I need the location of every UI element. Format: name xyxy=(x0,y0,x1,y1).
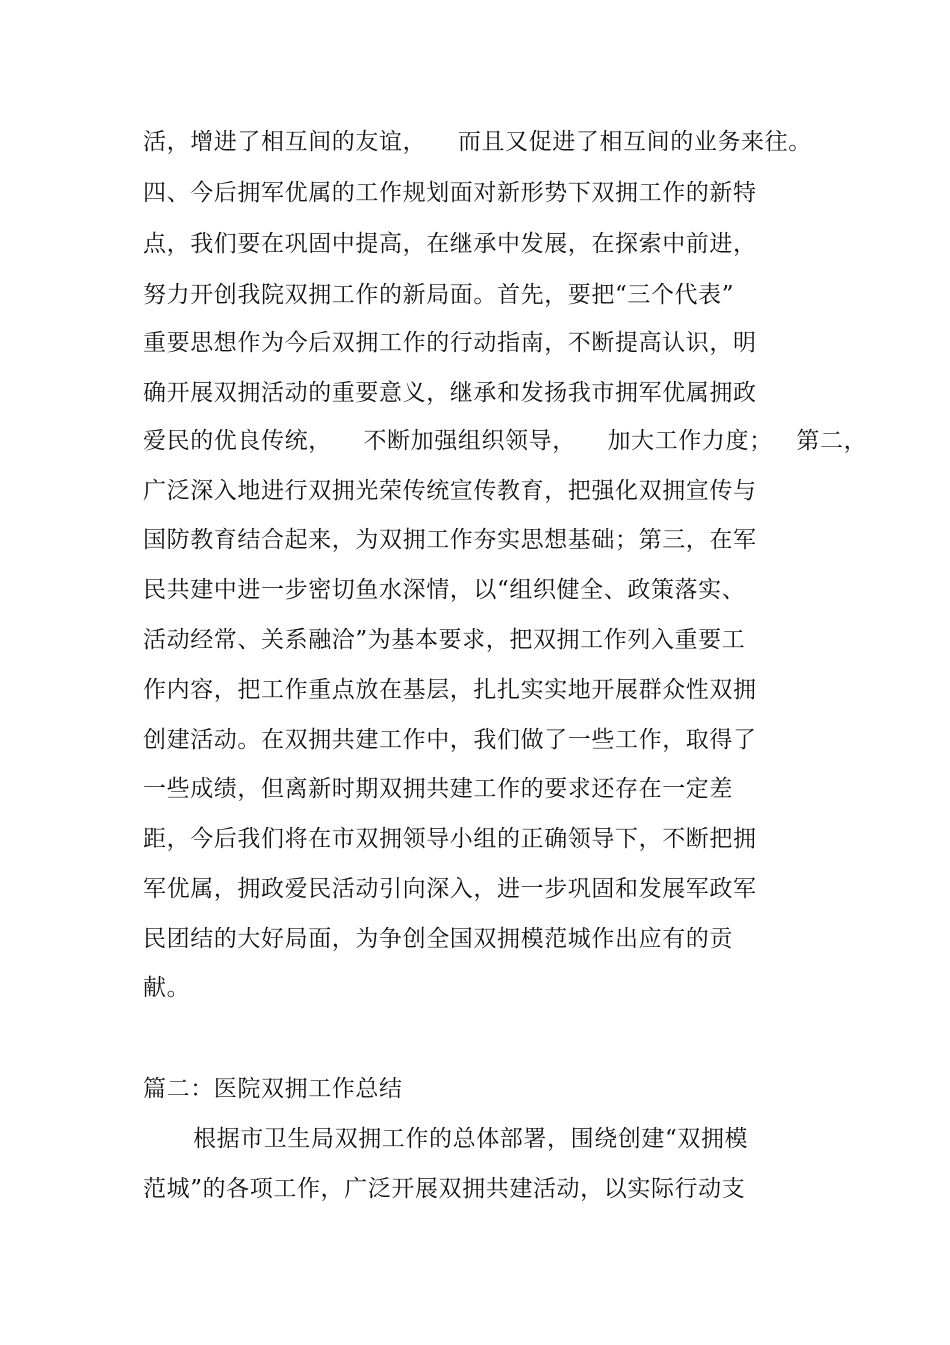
text-line: 国防教育结合起来，为双拥工作夯实思想基础；第三，在军 xyxy=(143,527,757,553)
text-line: 献。 xyxy=(143,975,191,1001)
text-line: 根据市卫生局双拥工作的总体部署，围绕创建“双拥模 xyxy=(193,1126,749,1152)
text-line: 距，今后我们将在市双拥领导小组的正确领导下，不断把拥 xyxy=(143,826,757,852)
text-line: 活，增进了相互间的友谊， 而且又促进了相互间的业务来往。 xyxy=(143,129,812,155)
text-line: 一些成绩，但离新时期双拥共建工作的要求还存在一定差 xyxy=(143,776,733,802)
text-line: 重要思想作为今后双拥工作的行动指南，不断提高认识，明 xyxy=(143,330,757,356)
text-line: 军优属，拥政爱民活动引向深入，进一步巩固和发展军政军 xyxy=(143,876,757,902)
text-line: 四、今后拥军优属的工作规划面对新形势下双拥工作的新特 xyxy=(143,180,757,206)
text-line: 努力开创我院双拥工作的新局面。首先，要把“三个代表” xyxy=(143,282,735,308)
text-line: 活动经常、关系融洽”为基本要求，把双拥工作列入重要工 xyxy=(143,627,746,653)
text-line: 范城”的各项工作，广泛开展双拥共建活动，以实际行动支 xyxy=(143,1176,746,1202)
text-line: 民共建中进一步密切鱼水深情，以“组织健全、政策落实、 xyxy=(143,577,746,603)
text-line: 创建活动。在双拥共建工作中，我们做了一些工作，取得了 xyxy=(143,727,757,753)
text-line: 点，我们要在巩固中提高，在继承中发展，在探索中前进， xyxy=(143,231,757,257)
text-line: 确开展双拥活动的重要意义，继承和发扬我市拥军优属拥政 xyxy=(143,380,757,406)
text-line: 爱民的优良传统， 不断加强组织领导， 加大工作力度； 第二， xyxy=(143,428,868,454)
text-line: 民团结的大好局面，为争创全国双拥模范城作出应有的贡 xyxy=(143,926,733,952)
text-line: 广泛深入地进行双拥光荣传统宣传教育，把强化双拥宣传与 xyxy=(143,478,757,504)
text-line: 作内容，把工作重点放在基层，扎扎实实地开展群众性双拥 xyxy=(143,677,757,703)
section-heading: 篇二：医院双拥工作总结 xyxy=(143,1076,403,1102)
